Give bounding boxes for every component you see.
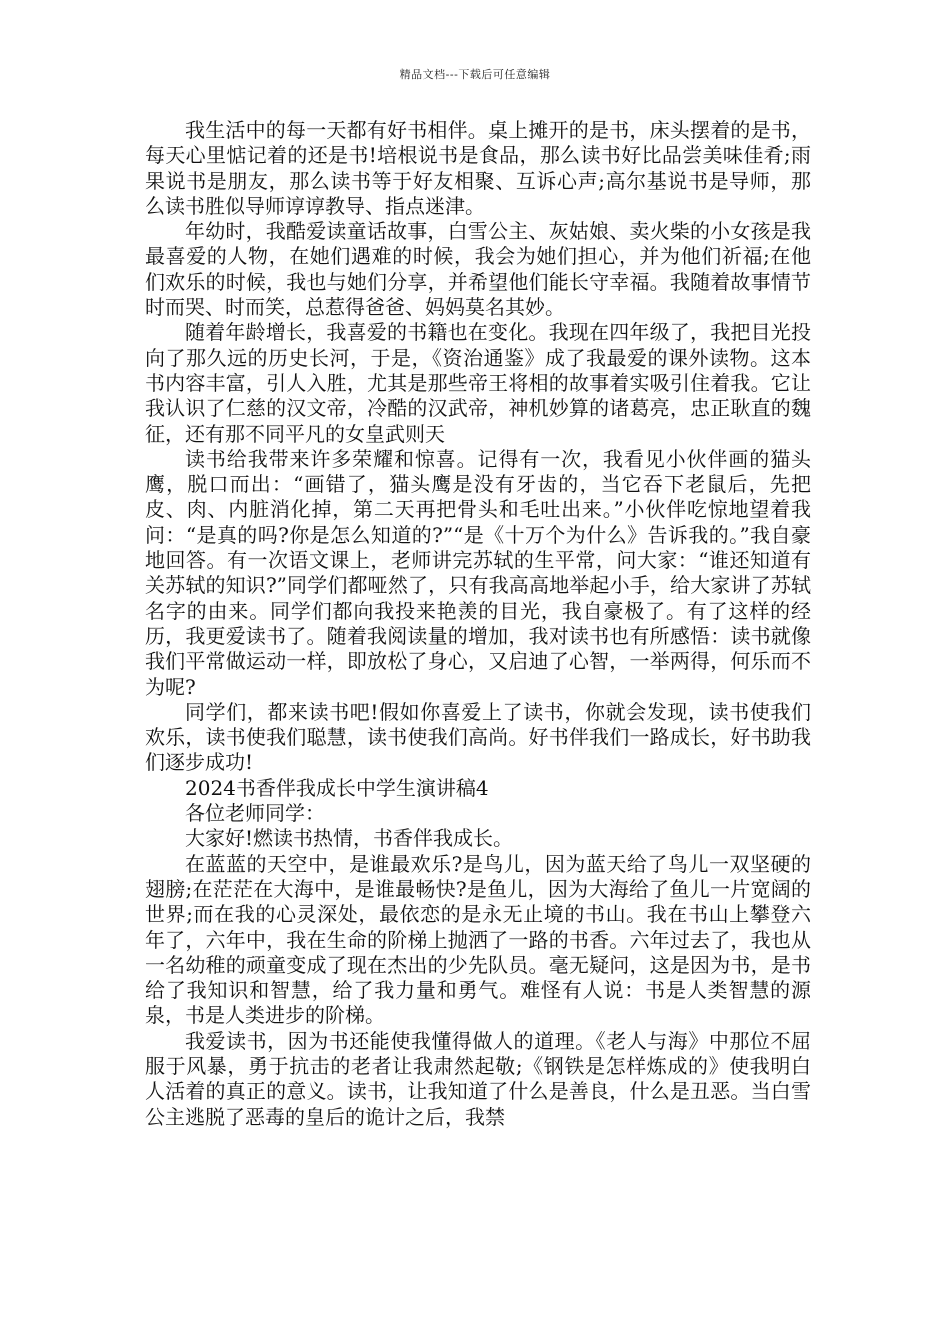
paragraph: 在蓝蓝的天空中，是谁最欢乐?是鸟儿，因为蓝天给了鸟儿一双坚硬的翅膀;在茫茫在大海中，是谁最畅快?是鱼儿，因为大海给了鱼儿一片宽阔的世界;而在我的心灵深处，最依恋的是永无止境的书山。我在书山上攀登六年了，六年中，我在生命的阶梯上抛洒了一路的书香。六年过去了，我也从一名幼稚的顽童变成了现在杰出的少先队员。毫无疑问，这是因为书，是书给了我知识和智慧，给了我力量和勇气。难怪有人说：书是人类智慧的源泉，书是人类进步的阶梯。 (145, 851, 811, 1028)
paragraph: 我爱读书，因为书还能使我懂得做人的道理。《老人与海》中那位不屈服于风暴，勇于抗击的老者让我肃然起敬;《钢铁是怎样炼成的》使我明白人活着的真正的意义。读书，让我知道了什么是善良，什么是丑恶。当白雪公主逃脱了恶毒的皇后的诡计之后，我禁 (145, 1028, 811, 1129)
greeting: 大家好!燃读书热情，书香伴我成长。 (185, 826, 514, 851)
paragraph: 读书给我带来许多荣耀和惊喜。记得有一次，我看见小伙伴画的猫头鹰，脱口而出：“画错了，猫头鹰是没有牙齿的，当它吞下老鼠后，先把皮、肉、内脏消化掉，第二天再把骨头和毛吐出来。”小伙伴吃惊地望着我问：“是真的吗?你是怎么知道的?”“是《十万个为什么》告诉我的。”我自豪地回答。有一次语文课上，老师讲完苏轼的生平常，问大家：“谁还知道有关苏轼的知识?”同学们都哑然了，只有我高高地举起小手，给大家讲了苏轼名字的由来。同学们都向我投来艳羡的目光，我自豪极了。有了这样的经历，我更爱读书了。随着我阅读量的增加，我对读书也有所感悟：读书就像我们平常做运动一样，即放松了身心，又启迪了心智，一举两得，何乐而不为呢? (145, 446, 811, 699)
salutation: 各位老师同学： (185, 801, 325, 826)
page-header: 精品文档---下载后可任意编辑 (399, 68, 551, 81)
section-title: 2024书香伴我成长中学生演讲稿4 (185, 775, 489, 800)
paragraph: 我生活中的每一天都有好书相伴。桌上摊开的是书，床头摆着的是书，每天心里惦记着的还是书!培根说书是食品，那么读书好比品尝美味佳肴;雨果说书是朋友，那么读书等于好友相聚、互诉心声;高尔基说书是导师，那么读书胜似导师谆谆教导、指点迷津。 (145, 118, 811, 218)
paragraph: 年幼时，我酷爱读童话故事，白雪公主、灰姑娘、卖火柴的小女孩是我最喜爱的人物，在她们遇难的时候，我会为她们担心，并为他们祈福;在他们欢乐的时候，我也与她们分享，并希望他们能长守幸福。我随着故事情节时而哭、时而笑，总惹得爸爸、妈妈莫名其妙。 (145, 219, 811, 320)
paragraph: 随着年龄增长，我喜爱的书籍也在变化。我现在四年级了，我把目光投向了那久远的历史长河，于是，《资治通鉴》成了我最爱的课外读物。这本书内容丰富，引人入胜，尤其是那些帝王将相的故事着实吸引住着我。它让我认识了仁慈的汉文帝，冷酷的汉武帝，神机妙算的诸葛亮，忠正耿直的魏征，还有那不同平凡的女皇武则天 (145, 320, 811, 446)
document-body (145, 118, 811, 1130)
paragraph: 同学们，都来读书吧!假如你喜爱上了读书，你就会发现，读书使我们欢乐，读书使我们聪慧，读书使我们高尚。好书伴我们一路成长，好书助我们逐步成功! (145, 699, 811, 775)
